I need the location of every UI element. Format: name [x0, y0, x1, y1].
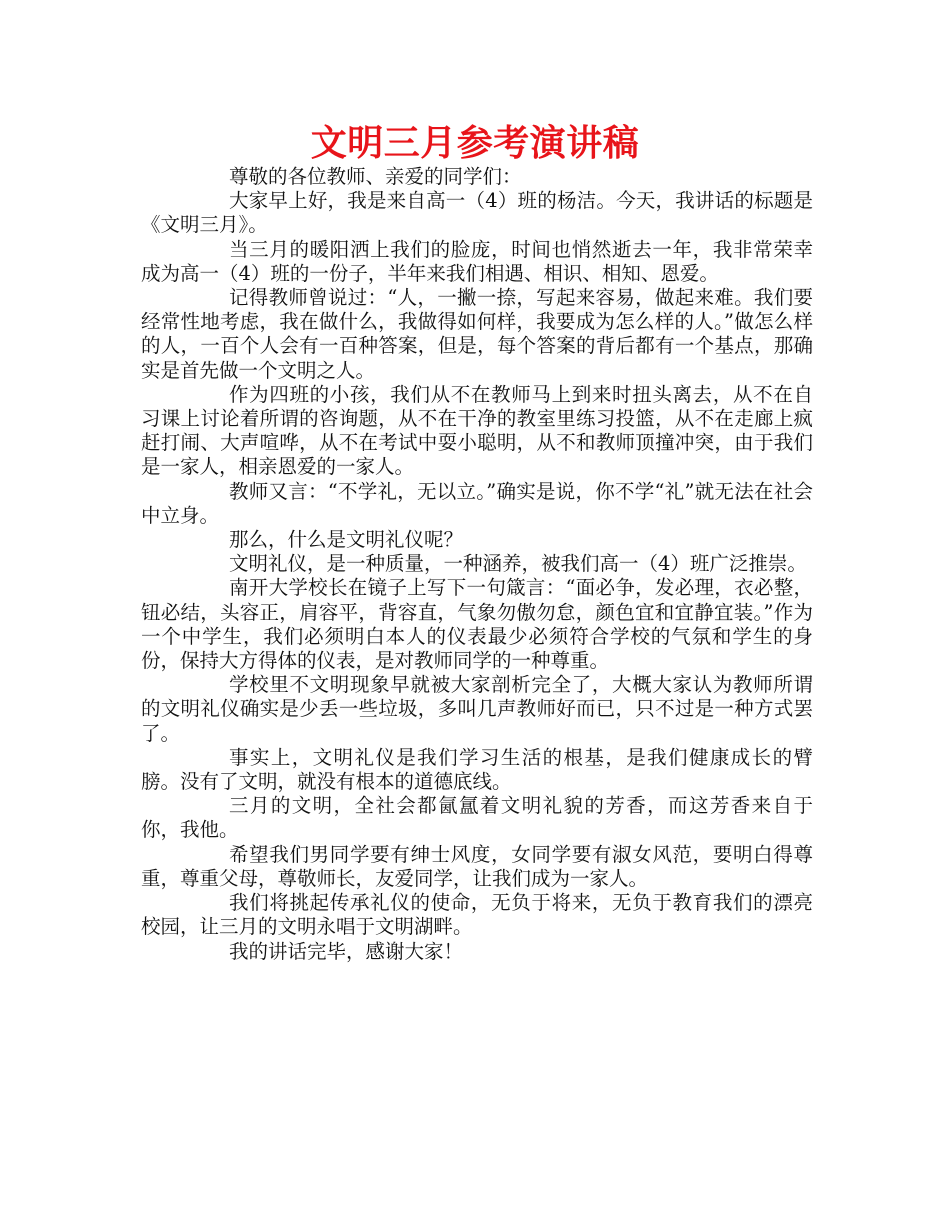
body-paragraph: 大家早上好，我是来自高一（4）班的杨洁。今天，我讲话的标题是《文明三月》。: [141, 189, 813, 237]
page-title: 文明三月参考演讲稿: [310, 123, 640, 164]
document-body: [141, 165, 813, 964]
body-paragraph: 文明礼仪，是一种质量，一种涵养，被我们高一（4）班广泛推崇。: [229, 552, 807, 576]
body-paragraph: 我们将挑起传承礼仪的使命，无负于将来，无负于教育我们的漂亮校园，让三月的文明永唱于文明湖畔。: [141, 891, 813, 939]
salutation-paragraph: 尊敬的各位教师、亲爱的同学们：: [229, 165, 522, 188]
body-paragraph: 事实上，文明礼仪是我们学习生活的根基，是我们健康成长的臂膀。没有了文明，就没有根本的道德底线。: [141, 745, 813, 794]
body-paragraph: 作为四班的小孩，我们从不在教师马上到来时扭头离去，从不在自习课上讨论着所谓的咨询题，从不在干净的教室里练习投篮，从不在走廊上疯赶打闹、大声喧哗，从不在考试中耍小聪明，从不和教师顶撞冲突，由于我们是一家人，相亲恩爱的一家人。: [141, 382, 813, 479]
body-paragraph: 教师又言：“不学礼，无以立。”确实是说，你不学“礼”就无法在社会中立身。: [141, 479, 813, 527]
closing-paragraph: 我的讲话完毕，感谢大家！: [229, 939, 464, 963]
body-paragraph: 希望我们男同学要有绅士风度，女同学要有淑女风范，要明白得尊重，尊重父母，尊敬师长，友爱同学，让我们成为一家人。: [141, 842, 813, 890]
body-paragraph: 记得教师曾说过：“人，一撇一捺，写起来容易，做起来难。我们要经常性地考虑，我在做什么，我做得如何样，我要成为怎么样的人。”做怎么样的人，一百个人会有一百种答案，但是，每个答案的背后都有一个基点，那确实是首先做一个文明之人。: [141, 286, 813, 382]
body-paragraph: 南开大学校长在镜子上写下一句箴言：“面必争，发必理，衣必整，钮必结，头容正，肩容平，背容直，气象勿傲勿怠，颜色宜和宜静宜装。”作为一个中学生，我们必须明白本人的仪表最少必须符合学校的气氛和学生的身份，保持大方得体的仪表，是对教师同学的一种尊重。: [141, 576, 813, 673]
body-paragraph: 当三月的暖阳洒上我们的脸庞，时间也悄然逝去一年，我非常荣幸成为高一（4）班的一份子，半年来我们相遇、相识、相知、恩爱。: [141, 237, 813, 285]
body-paragraph: 三月的文明，全社会都氤氲着文明礼貌的芳香，而这芳香来自于你，我他。: [141, 794, 813, 842]
body-paragraph: 学校里不文明现象早就被大家剖析完全了，大概大家认为教师所谓的文明礼仪确实是少丢一些垃圾，多叫几声教师好而已，只不过是一种方式罢了。: [141, 673, 813, 745]
body-paragraph: 那么，什么是文明礼仪呢？: [229, 528, 464, 552]
